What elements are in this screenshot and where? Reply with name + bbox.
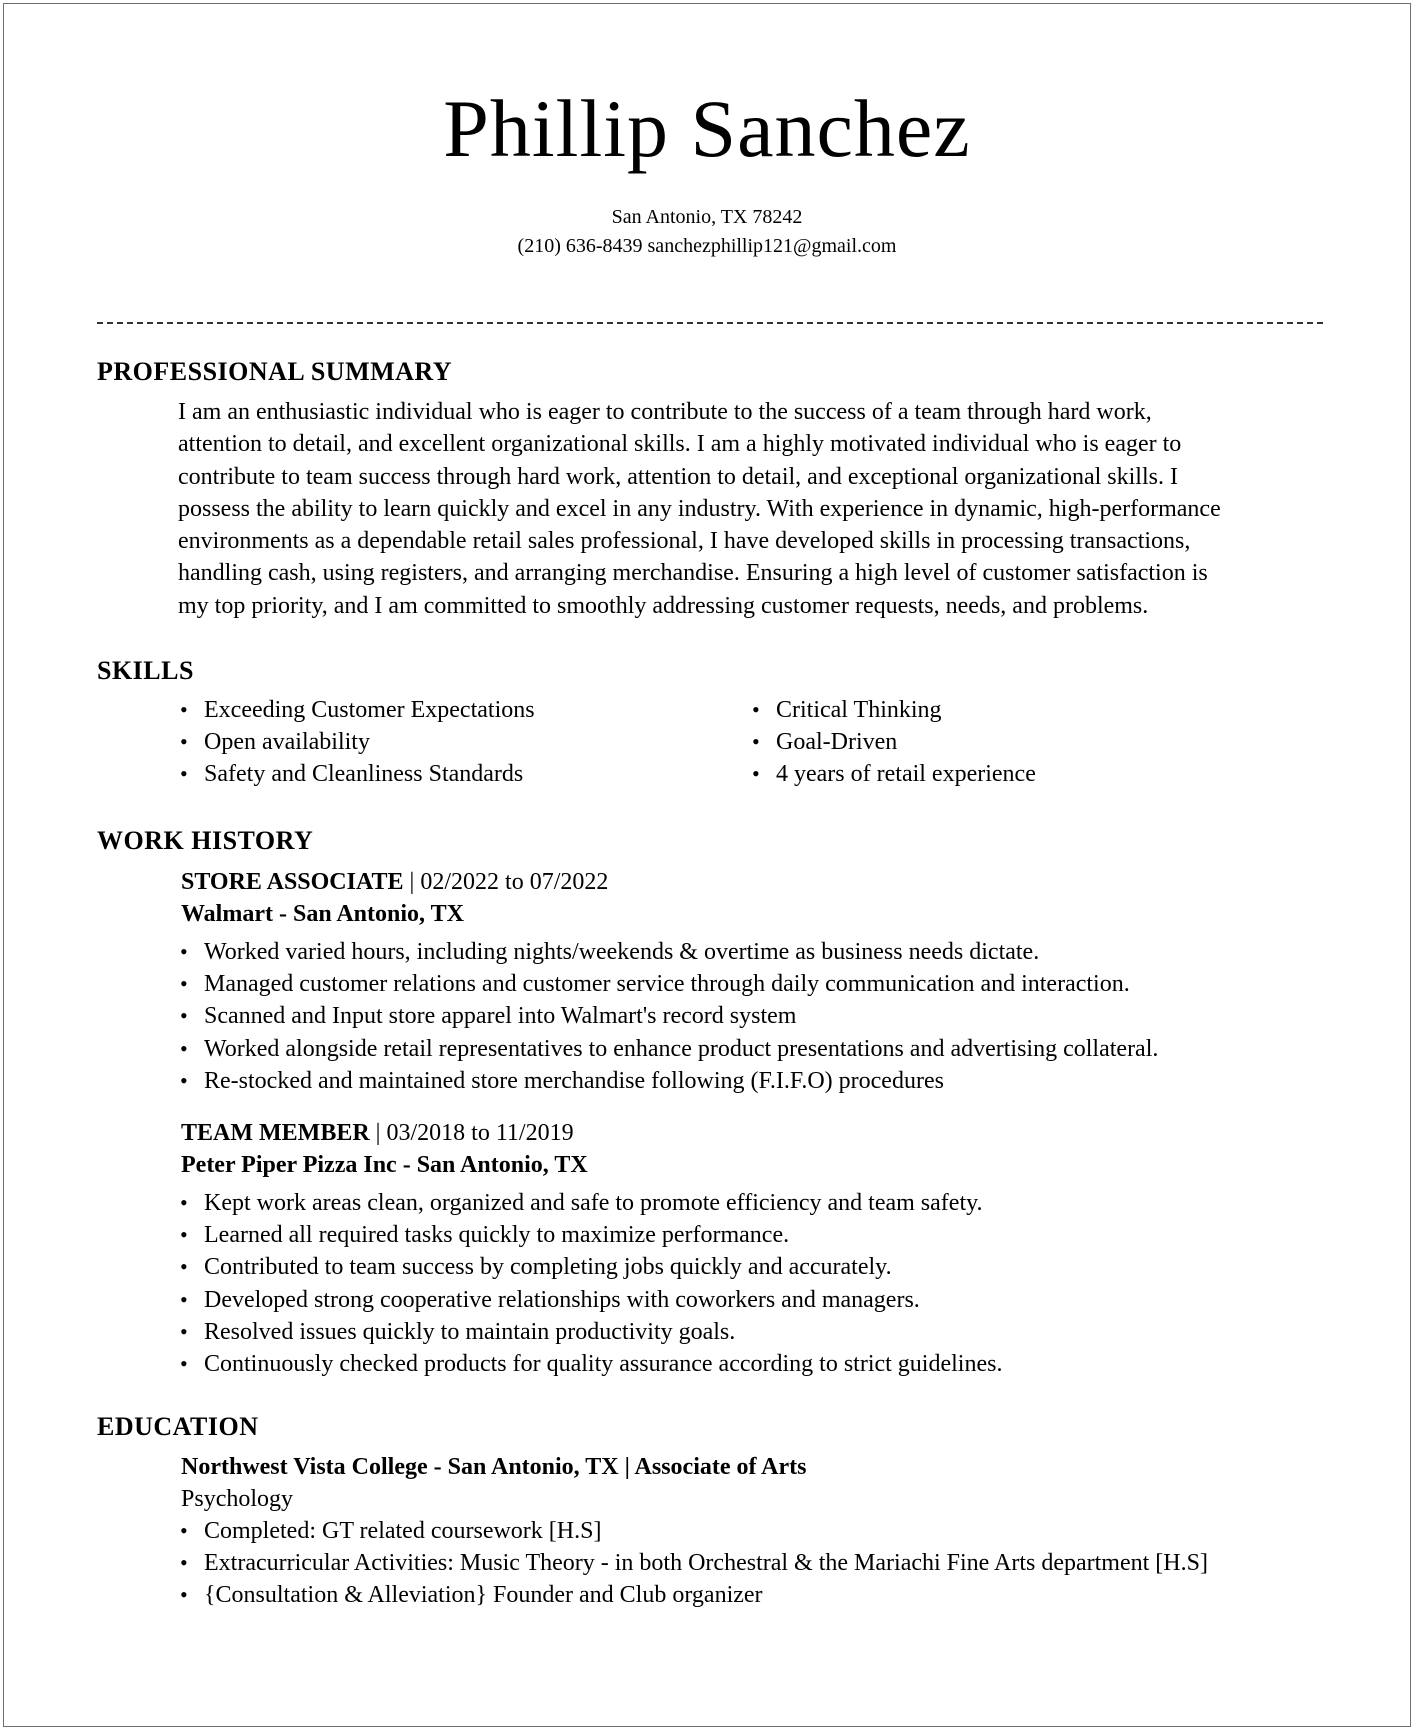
education-item: • {Consultation & Alleviation} Founder and Club organizer [178, 1579, 1338, 1611]
bullet-icon: • [180, 1318, 188, 1344]
bullet-icon: • [180, 1003, 188, 1029]
skill-item: • Critical Thinking [750, 694, 1290, 726]
bullet-icon: • [180, 1550, 188, 1576]
job-employer: Peter Piper Pizza Inc - San Antonio, TX [181, 1152, 588, 1178]
duty-item: • Learned all required tasks quickly to maximize performance. [178, 1219, 1338, 1251]
bullet-icon: • [180, 761, 188, 787]
duty-item: • Scanned and Input store apparel into Walmart's record system [178, 1000, 1338, 1032]
duty-item: • Kept work areas clean, organized and safe to promote efficiency and team safety. [178, 1187, 1338, 1219]
summary-line: contribute to team success through hard work, attention to detail, and exceptional organizational skills. I [178, 463, 1178, 490]
bullet-icon: • [180, 1286, 188, 1312]
summary-line: attention to detail, and excellent organizational skills. I am a highly motivated individual who is eager to [178, 431, 1182, 458]
job-role: TEAM MEMBER [181, 1120, 370, 1146]
bullet-icon: • [180, 939, 188, 964]
bullet-icon: • [180, 1035, 188, 1061]
bullet-icon: • [180, 1518, 188, 1543]
phone-email: (210) 636-8439 sanchezphillip121@gmail.com [517, 235, 897, 257]
bullet-icon: • [180, 1351, 188, 1377]
job-duties [178, 936, 1338, 1097]
bullet-icon: • [180, 1222, 188, 1248]
summary-line: environments as a dependable retail sales professional, I have developed skills in processing transactions, [178, 528, 1191, 555]
job-title-line [181, 866, 608, 898]
summary-line: I am an enthusiastic individual who is eager to contribute to the success of a team through hard work, [178, 399, 1152, 425]
duty-item: • Managed customer relations and customer service through daily communication and interaction. [178, 968, 1338, 1000]
education-field: Psychology [181, 1486, 294, 1512]
summary-line: possess the ability to learn quickly and excel in any industry. With experience in dynamic, high-performance [178, 495, 1221, 522]
duty-item: • Developed strong cooperative relationships with coworkers and managers. [178, 1284, 1338, 1316]
summary-line: handling cash, using registers, and arranging merchandise. Ensuring a high level of customer satisfaction is [178, 560, 1208, 587]
summary-paragraph [178, 396, 1338, 622]
summary-line: my top priority, and I am committed to smoothly addressing customer requests, needs, and problems. [178, 592, 1149, 619]
skill-item: • Safety and Cleanliness Standards [178, 758, 718, 790]
summary-heading: PROFESSIONAL SUMMARY [97, 357, 453, 386]
education-heading: EDUCATION [97, 1412, 259, 1441]
bullet-icon: • [180, 1067, 188, 1093]
address: San Antonio, TX 78242 [611, 206, 803, 228]
job-dates: | 03/2018 to 11/2019 [369, 1120, 574, 1146]
bullet-icon: • [180, 697, 188, 722]
duty-item: • Worked varied hours, including nights/weekends & overtime as business needs dictate. [178, 936, 1338, 968]
skill-item: • 4 years of retail experience [750, 758, 1290, 790]
bullet-icon: • [752, 729, 760, 755]
education-item: • Completed: GT related coursework [H.S] [178, 1515, 1338, 1547]
bullet-icon: • [180, 729, 188, 755]
duty-item: • Continuously checked products for quality assurance according to strict guidelines. [178, 1348, 1338, 1380]
skills-column-left [178, 694, 718, 791]
skill-item: • Exceeding Customer Expectations [178, 694, 718, 726]
duty-item: • Re-stocked and maintained store merchandise following (F.I.F.O) procedures [178, 1065, 1338, 1097]
skills-heading: SKILLS [97, 656, 194, 685]
bullet-icon: • [180, 1582, 188, 1608]
job-role: STORE ASSOCIATE [181, 869, 404, 895]
job-duties [178, 1187, 1338, 1380]
duty-item: • Contributed to team success by completing jobs quickly and accurately. [178, 1251, 1338, 1283]
bullet-icon: • [180, 1254, 188, 1280]
duty-item: • Worked alongside retail representatives to enhance product presentations and advertising collateral. [178, 1033, 1338, 1065]
duty-item: • Resolved issues quickly to maintain productivity goals. [178, 1316, 1338, 1348]
education-details [178, 1515, 1338, 1612]
job-title-line [181, 1117, 574, 1149]
header-divider [97, 322, 1323, 324]
bullet-icon: • [752, 761, 760, 787]
resume-page [3, 3, 1411, 1727]
education-school: Northwest Vista College - San Antonio, TX | Associate of Arts [181, 1454, 807, 1480]
candidate-name: Phillip Sanchez [443, 83, 971, 174]
skill-item: • Goal-Driven [750, 726, 1290, 758]
skill-item: • Open availability [178, 726, 718, 758]
work-history-heading: WORK HISTORY [97, 826, 314, 855]
education-item: • Extracurricular Activities: Music Theory - in both Orchestral & the Mariachi Fine Arts department [H.S] [178, 1547, 1338, 1579]
bullet-icon: • [752, 697, 760, 722]
job-dates: | 02/2022 to 07/2022 [403, 869, 609, 895]
skills-column-right [750, 694, 1290, 791]
bullet-icon: • [180, 1190, 188, 1215]
bullet-icon: • [180, 971, 188, 997]
job-employer: Walmart - San Antonio, TX [181, 901, 464, 927]
